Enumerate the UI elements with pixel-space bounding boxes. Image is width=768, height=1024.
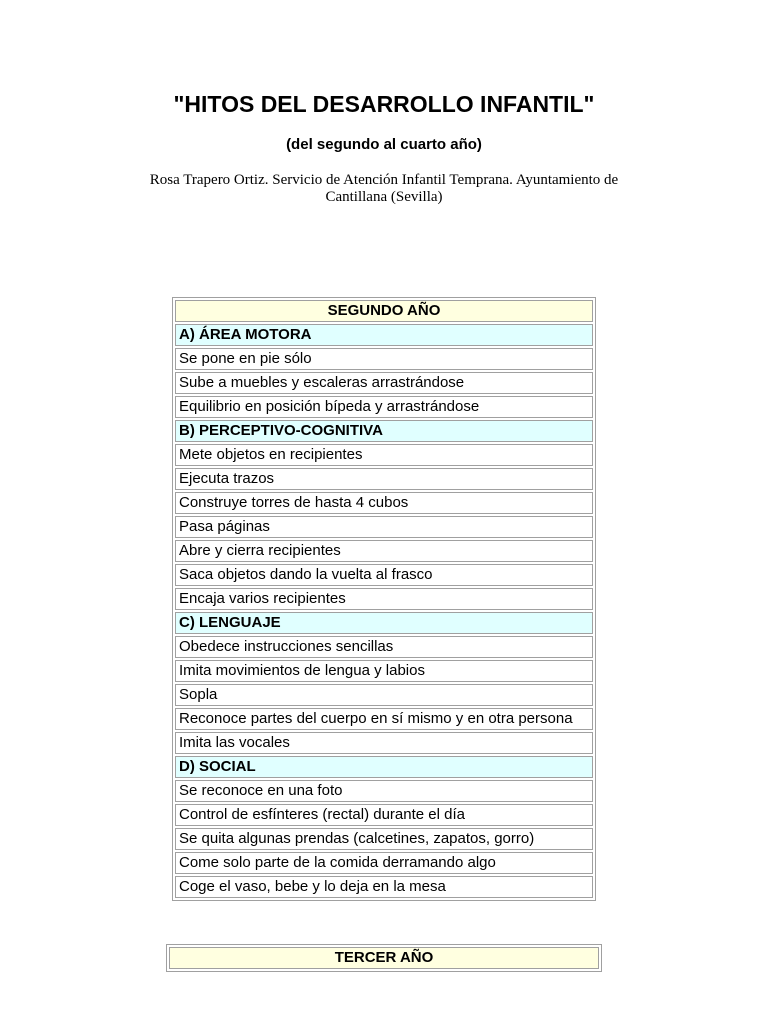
table-row <box>175 444 593 466</box>
milestone-cell: Coge el vaso, bebe y lo deja en la mesa <box>175 876 593 898</box>
table-row <box>175 348 593 370</box>
year-header-row <box>175 300 593 322</box>
author-affiliation <box>130 172 638 206</box>
milestone-cell: Come solo parte de la comida derramando algo <box>175 852 593 874</box>
milestone-cell: Saca objetos dando la vuelta al frasco <box>175 564 593 586</box>
milestone-cell: Obedece instrucciones sencillas <box>175 636 593 658</box>
table-row <box>175 636 593 658</box>
section-header-row <box>175 612 593 634</box>
table-row <box>175 372 593 394</box>
milestone-cell: Se reconoce en una foto <box>175 780 593 802</box>
year-header-cell: SEGUNDO AÑO <box>175 300 593 322</box>
milestone-cell: Ejecuta trazos <box>175 468 593 490</box>
section-header-cell: C) LENGUAJE <box>175 612 593 634</box>
table-row <box>175 708 593 730</box>
milestone-cell: Se quita algunas prendas (calcetines, zapatos, gorro) <box>175 828 593 850</box>
table-row <box>175 516 593 538</box>
section-header-row <box>175 324 593 346</box>
table-row <box>175 540 593 562</box>
milestone-cell: Equilibrio en posición bípeda y arrastrándose <box>175 396 593 418</box>
segundo-ano-table <box>172 297 596 901</box>
milestone-cell: Mete objetos en recipientes <box>175 444 593 466</box>
table-row <box>175 468 593 490</box>
section-header-cell: D) SOCIAL <box>175 756 593 778</box>
table-row <box>175 732 593 754</box>
section-header-cell: B) PERCEPTIVO-COGNITIVA <box>175 420 593 442</box>
milestone-cell: Se pone en pie sólo <box>175 348 593 370</box>
table-row <box>175 684 593 706</box>
table-row <box>175 876 593 898</box>
table-row <box>175 804 593 826</box>
table-row <box>175 660 593 682</box>
author-line-1: Rosa Trapero Ortiz. Servicio de Atención Infantil Temprana. Ayuntamiento de <box>149 172 619 188</box>
author-line-2: Cantillana (Sevilla) <box>325 189 443 205</box>
table-row <box>175 588 593 610</box>
milestone-cell: Reconoce partes del cuerpo en sí mismo y en otra persona <box>175 708 593 730</box>
milestone-cell: Imita las vocales <box>175 732 593 754</box>
section-header-row <box>175 756 593 778</box>
milestone-cell: Control de esfínteres (rectal) durante el día <box>175 804 593 826</box>
year-header-row <box>169 947 599 969</box>
table-row <box>175 780 593 802</box>
milestone-cell: Encaja varios recipientes <box>175 588 593 610</box>
milestone-cell: Pasa páginas <box>175 516 593 538</box>
document-title: "HITOS DEL DESARROLLO INFANTIL" <box>173 91 595 117</box>
milestone-cell: Imita movimientos de lengua y labios <box>175 660 593 682</box>
section-header-row <box>175 420 593 442</box>
section-header-cell: A) ÁREA MOTORA <box>175 324 593 346</box>
year-header-cell: TERCER AÑO <box>169 947 599 969</box>
table-row <box>175 492 593 514</box>
table-row <box>175 564 593 586</box>
table-row <box>175 852 593 874</box>
milestone-cell: Abre y cierra recipientes <box>175 540 593 562</box>
milestone-cell: Sube a muebles y escaleras arrastrándose <box>175 372 593 394</box>
table-row <box>175 828 593 850</box>
document-subtitle: (del segundo al cuarto año) <box>286 136 482 153</box>
milestone-cell: Construye torres de hasta 4 cubos <box>175 492 593 514</box>
milestone-cell: Sopla <box>175 684 593 706</box>
table-row <box>175 396 593 418</box>
tercer-ano-table <box>166 944 602 972</box>
